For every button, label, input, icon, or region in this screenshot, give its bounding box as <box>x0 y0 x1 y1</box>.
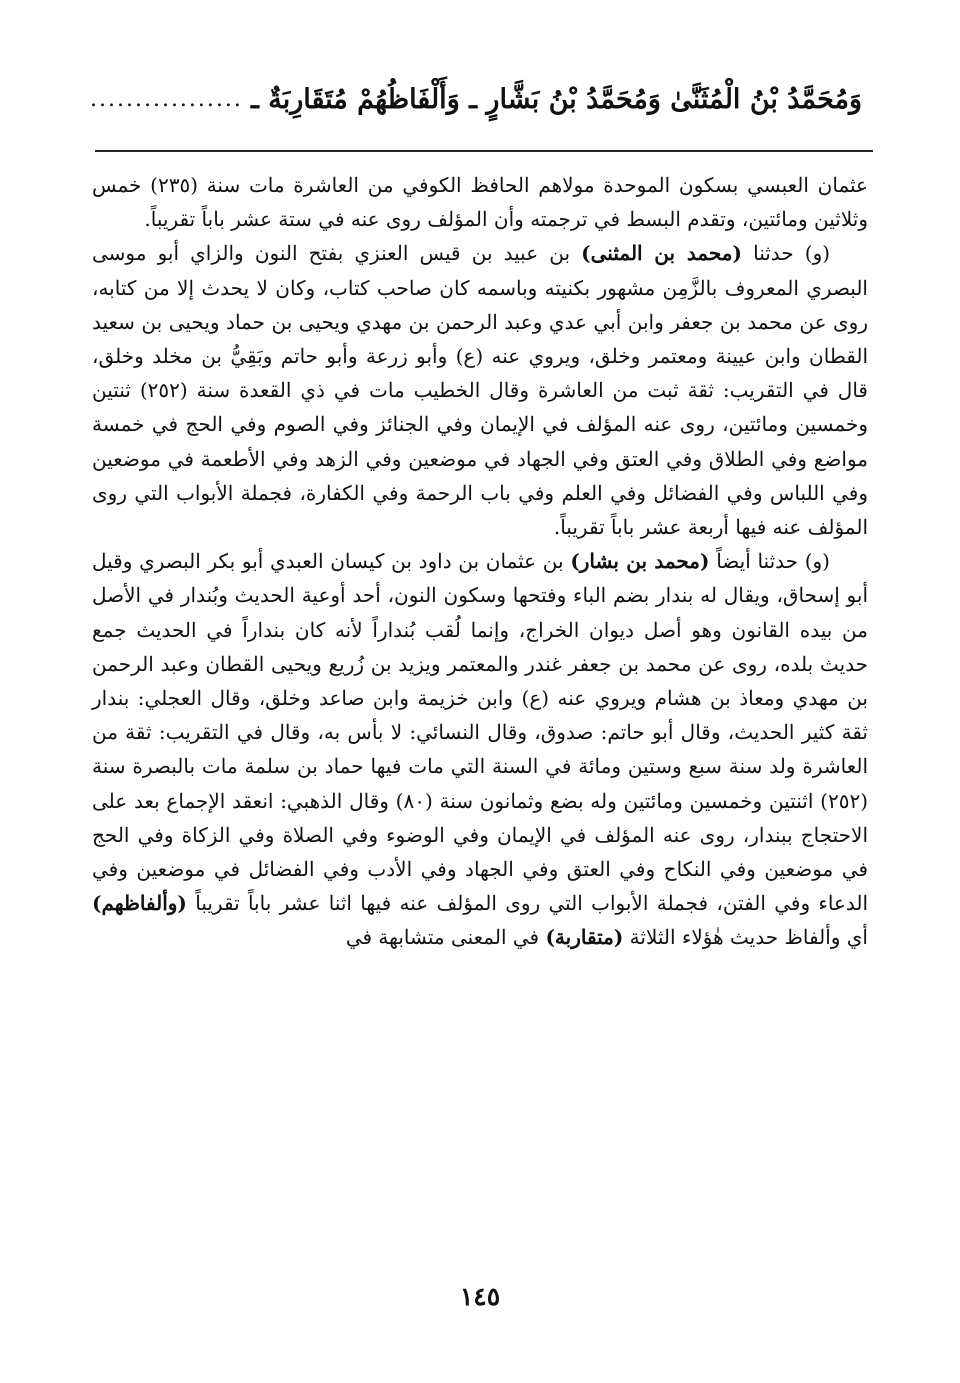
header-dot-leader: ................. <box>90 86 243 112</box>
paragraph-3-tail: في المعنى متشابهة في <box>345 925 540 950</box>
paragraph-1: عثمان العبسي بسكون الموحدة مولاهم الحافظ الكوفي من العاشرة مات سنة (٢٣٥) خمس وثلاثين ومائتين، وتقدم البسط في ترجمته وأن المؤلف روى عنه في ستة عشر باباً تقريباً. <box>92 173 868 232</box>
commentary-body <box>92 168 868 955</box>
paragraph-3-text: بن عثمان بن داود بن كيسان العبدي أبو بكر البصري وقيل أبو إسحاق، ويقال له بندار بضم الباء وفتحها وسكون النون، أحد أوعية الحديث وبُندار في الأصل من بيده القانون وهو أصل ديوان الخراج، وإنما لُقب بُنداراً لأنه كان بنداراً في الحديث جمع حديث بلده، روى عن محمد بن جعفر غندر والمعتمر ويزيد بن زُريع ويحيى القطان وعبد الرحمن بن مهدي ومعاذ بن هشام ويروي عنه (ع) وابن خزيمة وابن صاعد وخلق، وقال العجلي: بندار ثقة كثير الحديث، وقال أبو حاتم: صدوق، وقال النسائي: لا بأس به، وقال في التقريب: ثقة من العاشرة ولد سنة سبع وستين ومائة في السنة التي مات فيها حماد بن سلمة مات بالبصرة سنة (٢٥٢) اثنتين وخمسين ومائتين وله بضع وثمانون سنة (٨٠) وقال الذهبي: انعقد الإجماع بعد على الاحتجاج ببندار، روى عنه المؤلف في الإيمان وفي الوضوء وفي الصلاة وفي الزكاة وفي الحج في موضعين وفي النكاح وفي العتق وفي الجهاد وفي الأدب وفي الفضائل في موضعين وفي الدعاء وفي الفتن، فجملة الأبواب التي روى المؤلف عنه فيها اثنا عشر باباً تقريباً <box>92 549 868 916</box>
paragraph-2-lead: (و) حدثنا <box>753 241 831 266</box>
term-alfazuhum: (وألفاظهم) <box>92 891 187 916</box>
paragraph-3-lead: (و) حدثنا أيضاً <box>716 549 830 574</box>
running-header <box>90 74 862 124</box>
page-number: ١٤٥ <box>459 1282 501 1311</box>
paragraph-2 <box>92 236 868 544</box>
narrator-name-ibn-al-muthanna: (محمد بن المثنى) <box>581 241 742 266</box>
paragraph-3-mid: أي وألفاظ حديث هٰؤلاء الثلاثة <box>629 925 868 950</box>
header-title: وَمُحَمَّدُ بْنُ الْمُثَنَّىٰ وَمُحَمَّدُ بْنُ بَشَّارٍ ـ وَأَلْفَاظُهُمْ مُتَقَارِبَةٌ ـ <box>250 83 862 115</box>
term-mutaqariba: (متقاربة) <box>545 925 624 950</box>
paragraph-3 <box>92 544 868 954</box>
header-rule <box>95 150 873 152</box>
paragraph-2-text: بن عبيد بن قيس العنزي بفتح النون والزاي أبو موسى البصري المعروف بالزَّمِن مشهور بكنيته وباسمه كان صاحب كتاب، وكان لا يحدث إلا من كتابه، روى عن محمد بن جعفر وابن أبي عدي وعبد الرحمن بن مهدي ويحيى بن حماد ويحيى بن سعيد القطان وابن عيينة ومعتمر وخلق، ويروي عنه (ع) وأبو زرعة وأبو حاتم وبَقِيُّ بن مخلد وخلق، قال في التقريب: ثقة ثبت من العاشرة وقال الخطيب مات في ذي القعدة سنة (٢٥٢) ثنتين وخمسين ومائتين، روى عنه المؤلف في الإيمان وفي الجنائز وفي الصوم وفي الحج في خمسة مواضع وفي الطلاق وفي العتق وفي الجهاد في موضعين وفي الزهد وفي الأطعمة في موضعين وفي اللباس وفي الفضائل وفي العلم وفي باب الرحمة وفي الكفارة، فجملة الأبواب التي روى المؤلف عنه فيها أربعة عشر باباً تقريباً. <box>92 241 868 540</box>
narrator-name-ibn-bashshar: (محمد بن بشار) <box>570 549 710 574</box>
